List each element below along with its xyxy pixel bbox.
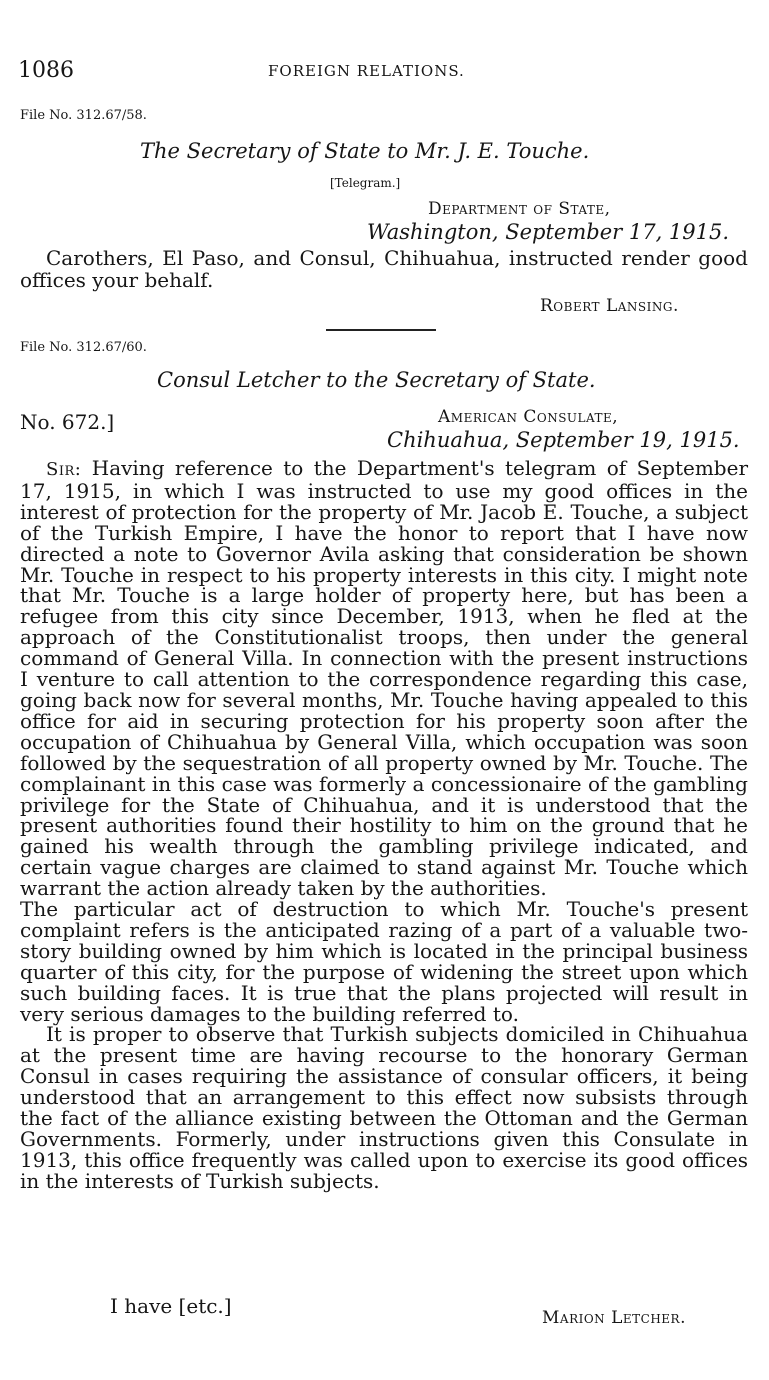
signature: Robert Lansing. [540, 296, 679, 316]
paragraph-text: Having reference to the Department's telegram of September 17, 1915, in which I was instructed to use my good offices in the interest of protection for the property of Mr. Jacob E. Touche, a subject of the Turkish Empire, I have the honor to report that I have now directed a note to Governor Avila asking that consideration be shown Mr. Touche in respect to his property interests in this city. I might note that Mr. Touche is a large holder of property here, but has been a refugee from this city since December, 1913, when he fled at the approach of the Constitutionalist troops, then under the general command of General Villa. In connection with the present instructions I venture to call attention to the correspondence regarding this case, going back now for several months, Mr. Touche having appealed to this office for aid in securing protection for his property soon after the occupation of Chihuahua by General Villa, which occupation was soon followed by the sequestration of all property owned by Mr. Touche. The complainant in this case was formerly a concessionaire of the gambling privilege for the State of Chihuahua, and it is understood that the present authorities found their hostility to him on the ground that he gained his wealth through the gambling privilege indicated, and certain vague charges are claimed to stand against Mr. Touche which warrant the action already taken by the authorities. [20, 456, 748, 901]
file-number: File No. 312.67/58. [20, 108, 147, 123]
closing: I have [etc.] [110, 1294, 232, 1318]
place-line: American Consulate, [438, 407, 619, 427]
date-line: Washington, September 17, 1915. [367, 220, 730, 244]
paragraph [20, 458, 748, 899]
document-type: [Telegram.] [330, 176, 401, 190]
letter-body [20, 458, 748, 1192]
telegram-text: Carothers, El Paso, and Consul, Chihuahua, instructed render good offices your behalf. [20, 246, 748, 292]
file-number: File No. 312.67/60. [20, 340, 147, 355]
document-title: Consul Letcher to the Secretary of State. [157, 368, 596, 392]
paragraph: The particular act of destruction to which Mr. Touche's present complaint refers is the anticipated razing of a part of a valuable two-story building owned by him which is located in the principal business quarter of this city, for the purpose of widening the street upon which such building faces. It is true that the plans projected will result in very serious damages to the building referred to. [20, 897, 748, 1026]
place-line: Department of State, [428, 199, 611, 219]
section-divider [326, 329, 436, 331]
date-line: Chihuahua, September 19, 1915. [387, 428, 740, 452]
salutation: Sir: [46, 459, 82, 480]
running-title: FOREIGN RELATIONS. [268, 62, 465, 80]
dispatch-number: No. 672.] [20, 410, 115, 434]
document-title: The Secretary of State to Mr. J. E. Touche. [140, 139, 590, 163]
signature: Marion Letcher. [542, 1308, 686, 1328]
page-number: 1086 [18, 58, 74, 83]
paragraph: It is proper to observe that Turkish subjects domiciled in Chihuahua at the present time are having recourse to the honorary German Consul in cases requiring the assistance of consular officers, it being understood that an arrangement to this effect now subsists through the fact of the alliance existing between the Ottoman and the German Governments. Formerly, under instructions given this Consulate in 1913, this office frequently was called upon to exercise its good offices in the interests of Turkish subjects. [20, 1022, 748, 1193]
telegram-body [20, 247, 748, 291]
